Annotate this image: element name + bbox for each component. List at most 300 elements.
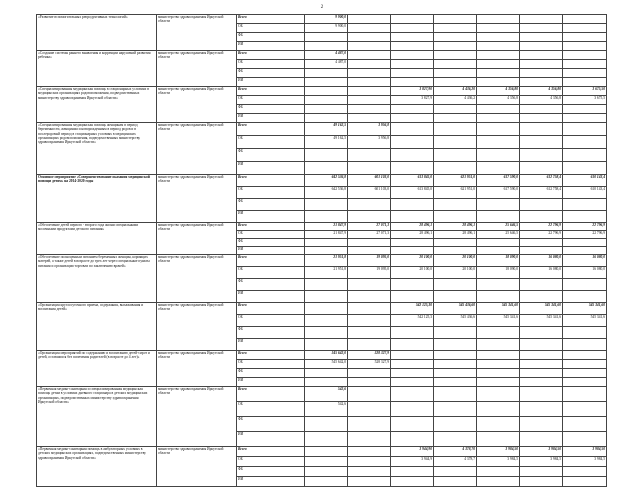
amount-cell bbox=[305, 69, 348, 78]
funding-source-cell: ОБ bbox=[237, 315, 305, 327]
amount-cell bbox=[563, 60, 607, 69]
table-row bbox=[37, 387, 607, 402]
amount-cell bbox=[434, 15, 477, 24]
amount-cell bbox=[520, 339, 563, 351]
amount-cell bbox=[520, 467, 563, 477]
amount-cell bbox=[477, 387, 520, 402]
amount-cell bbox=[348, 315, 391, 327]
funding-source-cell: Всего bbox=[237, 351, 305, 360]
amount-cell: 4 356,8 bbox=[477, 96, 520, 105]
funding-source-cell: ФБ bbox=[237, 149, 305, 162]
amount-cell bbox=[434, 369, 477, 378]
amount-cell bbox=[391, 69, 434, 78]
amount-cell: 621 951,0 bbox=[434, 187, 477, 199]
amount-cell: 4 378,7 bbox=[434, 457, 477, 467]
amount-cell: 613 845,0 bbox=[391, 175, 434, 187]
amount-cell: 545 642,0 bbox=[305, 360, 348, 369]
amount-cell bbox=[477, 78, 520, 87]
amount-cell bbox=[563, 15, 607, 24]
amount-cell bbox=[434, 105, 477, 114]
amount-cell bbox=[348, 51, 391, 60]
funding-source-cell: ИИ bbox=[237, 42, 305, 51]
amount-cell bbox=[348, 467, 391, 477]
amount-cell bbox=[477, 199, 520, 211]
amount-cell bbox=[520, 114, 563, 123]
funding-source-cell: ОБ bbox=[237, 231, 305, 239]
amount-cell: 22 796,9 bbox=[520, 223, 563, 231]
funding-source-cell: ОБ bbox=[237, 402, 305, 417]
amount-cell: 3 944,90 bbox=[391, 447, 434, 457]
amount-cell: 545 436,60 bbox=[434, 303, 477, 315]
funding-source-cell: Всего bbox=[237, 175, 305, 187]
amount-cell bbox=[391, 24, 434, 33]
funding-source-cell: ФБ bbox=[237, 199, 305, 211]
amount-cell: 545 341,6 bbox=[520, 315, 563, 327]
amount-cell bbox=[520, 51, 563, 60]
amount-cell bbox=[348, 279, 391, 291]
amount-cell: 4 487,0 bbox=[305, 51, 348, 60]
amount-cell: 28 496,1 bbox=[434, 231, 477, 239]
amount-cell bbox=[348, 369, 391, 378]
amount-cell bbox=[520, 378, 563, 387]
amount-cell bbox=[348, 211, 391, 223]
amount-cell: 3 827,90 bbox=[391, 87, 434, 96]
amount-cell: 610 143,4 bbox=[563, 175, 607, 187]
amount-cell bbox=[563, 477, 607, 487]
amount-cell bbox=[520, 136, 563, 149]
amount-cell: 4 378,70 bbox=[434, 447, 477, 457]
amount-cell bbox=[391, 378, 434, 387]
amount-cell bbox=[477, 369, 520, 378]
amount-cell: 49 162,5 bbox=[305, 123, 348, 136]
amount-cell bbox=[391, 467, 434, 477]
amount-cell bbox=[563, 279, 607, 291]
amount-cell bbox=[563, 42, 607, 51]
amount-cell bbox=[520, 387, 563, 402]
funding-source-cell: ФБ bbox=[237, 33, 305, 42]
amount-cell bbox=[391, 402, 434, 417]
amount-cell bbox=[520, 291, 563, 303]
amount-cell bbox=[434, 351, 477, 360]
amount-cell bbox=[348, 417, 391, 432]
amount-cell: 545 642,0 bbox=[305, 351, 348, 360]
amount-cell bbox=[477, 360, 520, 369]
amount-cell bbox=[305, 339, 348, 351]
amount-cell bbox=[434, 211, 477, 223]
amount-cell bbox=[563, 136, 607, 149]
table-row bbox=[37, 447, 607, 457]
amount-cell bbox=[348, 402, 391, 417]
amount-cell bbox=[434, 51, 477, 60]
amount-cell: 613 845,0 bbox=[391, 187, 434, 199]
amount-cell bbox=[305, 279, 348, 291]
amount-cell bbox=[434, 60, 477, 69]
executor-cell: министерство здравоохранения Иркутской области bbox=[157, 51, 237, 87]
amount-cell bbox=[563, 239, 607, 247]
amount-cell bbox=[391, 239, 434, 247]
amount-cell bbox=[477, 136, 520, 149]
amount-cell bbox=[434, 136, 477, 149]
amount-cell bbox=[305, 369, 348, 378]
amount-cell: 610 143,4 bbox=[563, 187, 607, 199]
funding-source-cell: Всего bbox=[237, 387, 305, 402]
amount-cell: 601 103,0 bbox=[348, 175, 391, 187]
amount-cell: 545 341,6 bbox=[563, 315, 607, 327]
amount-cell: 3 956,8 bbox=[348, 123, 391, 136]
event-name-cell: «Организация круглосуточного приема, содержания, выхаживания и воспитания детей» bbox=[37, 303, 157, 351]
amount-cell bbox=[520, 78, 563, 87]
amount-cell bbox=[563, 33, 607, 42]
amount-cell: 545 341,60 bbox=[477, 303, 520, 315]
executor-cell: министерство здравоохранения Иркутской области bbox=[157, 87, 237, 123]
amount-cell bbox=[305, 162, 348, 175]
executor-cell: министерство здравоохранения Иркутской области bbox=[157, 351, 237, 387]
amount-cell bbox=[391, 417, 434, 432]
amount-cell bbox=[391, 114, 434, 123]
amount-cell bbox=[434, 199, 477, 211]
amount-cell bbox=[520, 149, 563, 162]
event-name-cell: «Развитие вспомогательных репродуктивных технологий» bbox=[37, 15, 157, 51]
amount-cell: 4 356,80 bbox=[520, 87, 563, 96]
amount-cell bbox=[520, 211, 563, 223]
amount-cell bbox=[434, 467, 477, 477]
amount-cell: 542 125,3 bbox=[391, 315, 434, 327]
amount-cell bbox=[391, 327, 434, 339]
event-name-cell: «Обеспечение детей первого - второго года жизни специальными молочными продуктами детского питания» bbox=[37, 223, 157, 255]
amount-cell: 20 100,0 bbox=[391, 255, 434, 267]
table-row bbox=[37, 51, 607, 60]
amount-cell: 20 100,0 bbox=[434, 267, 477, 279]
amount-cell: 22 796,9 bbox=[563, 231, 607, 239]
amount-cell: 18 090,0 bbox=[477, 267, 520, 279]
amount-cell: 3 984,5 bbox=[477, 457, 520, 467]
amount-cell bbox=[563, 123, 607, 136]
amount-cell: 3 675,50 bbox=[563, 87, 607, 96]
amount-cell bbox=[305, 447, 348, 457]
amount-cell bbox=[477, 339, 520, 351]
amount-cell bbox=[520, 239, 563, 247]
amount-cell bbox=[434, 149, 477, 162]
amount-cell bbox=[391, 136, 434, 149]
amount-cell bbox=[434, 477, 477, 487]
amount-cell bbox=[434, 114, 477, 123]
funding-source-cell: ИИ bbox=[237, 247, 305, 255]
funding-source-cell: ИИ bbox=[237, 291, 305, 303]
amount-cell: 617 590,0 bbox=[477, 175, 520, 187]
amount-cell bbox=[391, 60, 434, 69]
amount-cell bbox=[520, 24, 563, 33]
amount-cell bbox=[477, 24, 520, 33]
amount-cell bbox=[305, 42, 348, 51]
amount-cell bbox=[520, 42, 563, 51]
amount-cell: 20 100,0 bbox=[391, 267, 434, 279]
amount-cell bbox=[391, 15, 434, 24]
amount-cell: 3 827,9 bbox=[391, 96, 434, 105]
amount-cell: 28 496,1 bbox=[434, 223, 477, 231]
amount-cell: 25 646,5 bbox=[477, 223, 520, 231]
amount-cell bbox=[305, 467, 348, 477]
amount-cell: 528 327,9 bbox=[348, 360, 391, 369]
funding-source-cell: ФБ bbox=[237, 279, 305, 291]
amount-cell bbox=[563, 211, 607, 223]
amount-cell bbox=[563, 417, 607, 432]
table-row bbox=[37, 175, 607, 187]
funding-source-cell: ИИ bbox=[237, 211, 305, 223]
funding-source-cell: Всего bbox=[237, 15, 305, 24]
amount-cell bbox=[520, 247, 563, 255]
amount-cell bbox=[477, 69, 520, 78]
amount-cell: 19 095,0 bbox=[348, 255, 391, 267]
amount-cell: 20 100,0 bbox=[434, 255, 477, 267]
amount-cell bbox=[477, 15, 520, 24]
amount-cell: 28 496,1 bbox=[391, 231, 434, 239]
budget-table bbox=[36, 14, 607, 487]
amount-cell: 3 956,8 bbox=[348, 136, 391, 149]
funding-source-cell: ФБ bbox=[237, 239, 305, 247]
funding-source-cell: ИИ bbox=[237, 339, 305, 351]
amount-cell bbox=[348, 447, 391, 457]
amount-cell: 542 125,30 bbox=[391, 303, 434, 315]
amount-cell: 612 758,4 bbox=[520, 187, 563, 199]
table-row bbox=[37, 303, 607, 315]
amount-cell bbox=[305, 291, 348, 303]
amount-cell: 21 847,9 bbox=[305, 231, 348, 239]
amount-cell bbox=[348, 378, 391, 387]
amount-cell bbox=[391, 339, 434, 351]
amount-cell: 19 095,0 bbox=[348, 267, 391, 279]
amount-cell bbox=[348, 15, 391, 24]
amount-cell bbox=[305, 211, 348, 223]
amount-cell bbox=[477, 378, 520, 387]
amount-cell bbox=[391, 78, 434, 87]
amount-cell: 21 847,9 bbox=[305, 223, 348, 231]
amount-cell: 4 356,8 bbox=[520, 96, 563, 105]
amount-cell bbox=[563, 105, 607, 114]
amount-cell: 545 436,6 bbox=[434, 315, 477, 327]
amount-cell bbox=[348, 339, 391, 351]
amount-cell: 16 080,0 bbox=[520, 255, 563, 267]
amount-cell bbox=[477, 211, 520, 223]
executor-cell: министерство здравоохранения Иркутской области bbox=[157, 223, 237, 255]
amount-cell bbox=[563, 369, 607, 378]
amount-cell bbox=[563, 247, 607, 255]
amount-cell bbox=[391, 351, 434, 360]
amount-cell bbox=[563, 51, 607, 60]
amount-cell bbox=[563, 78, 607, 87]
amount-cell bbox=[520, 360, 563, 369]
amount-cell bbox=[520, 432, 563, 447]
amount-cell bbox=[434, 279, 477, 291]
funding-source-cell: Всего bbox=[237, 447, 305, 457]
amount-cell bbox=[520, 162, 563, 175]
amount-cell: 545 341,60 bbox=[520, 303, 563, 315]
amount-cell: 18 090,0 bbox=[477, 255, 520, 267]
amount-cell bbox=[391, 42, 434, 51]
executor-cell: министерство здравоохранения Иркутской области bbox=[157, 447, 237, 487]
amount-cell bbox=[477, 60, 520, 69]
amount-cell: 27 071,3 bbox=[348, 231, 391, 239]
amount-cell bbox=[477, 42, 520, 51]
amount-cell bbox=[391, 199, 434, 211]
funding-source-cell: ОБ bbox=[237, 136, 305, 149]
amount-cell: 642 536,8 bbox=[305, 175, 348, 187]
funding-source-cell: ИИ bbox=[237, 378, 305, 387]
amount-cell bbox=[305, 315, 348, 327]
executor-cell: министерство здравоохранения Иркутской области bbox=[157, 123, 237, 175]
amount-cell bbox=[391, 369, 434, 378]
amount-cell: 3 944,9 bbox=[391, 457, 434, 467]
funding-source-cell: ОБ bbox=[237, 24, 305, 33]
amount-cell bbox=[477, 247, 520, 255]
funding-source-cell: ФБ bbox=[237, 105, 305, 114]
amount-cell bbox=[391, 432, 434, 447]
amount-cell: 621 951,0 bbox=[434, 175, 477, 187]
funding-source-cell: ФБ bbox=[237, 369, 305, 378]
amount-cell: 9 900,0 bbox=[305, 15, 348, 24]
amount-cell bbox=[477, 351, 520, 360]
table-row bbox=[37, 123, 607, 136]
amount-cell bbox=[563, 162, 607, 175]
amount-cell bbox=[305, 327, 348, 339]
amount-cell bbox=[563, 114, 607, 123]
amount-cell bbox=[434, 432, 477, 447]
amount-cell: 4 436,20 bbox=[434, 87, 477, 96]
amount-cell bbox=[348, 105, 391, 114]
executor-cell: министерство здравоохранения Иркутской области bbox=[157, 15, 237, 51]
funding-source-cell: ИИ bbox=[237, 78, 305, 87]
amount-cell: 542,6 bbox=[305, 402, 348, 417]
funding-source-cell: ОБ bbox=[237, 360, 305, 369]
amount-cell bbox=[477, 51, 520, 60]
amount-cell bbox=[477, 105, 520, 114]
amount-cell bbox=[391, 360, 434, 369]
amount-cell bbox=[305, 96, 348, 105]
amount-cell bbox=[434, 378, 477, 387]
amount-cell bbox=[391, 51, 434, 60]
amount-cell: 49 162,5 bbox=[305, 136, 348, 149]
event-name-cell: «Создание системы раннего выявления и коррекции нарушений развития ребенка» bbox=[37, 51, 157, 87]
amount-cell bbox=[391, 387, 434, 402]
amount-cell bbox=[305, 87, 348, 96]
amount-cell bbox=[477, 123, 520, 136]
amount-cell: 16 080,0 bbox=[563, 255, 607, 267]
amount-cell: 3 675,5 bbox=[563, 96, 607, 105]
amount-cell bbox=[477, 467, 520, 477]
amount-cell bbox=[348, 114, 391, 123]
amount-cell bbox=[563, 378, 607, 387]
amount-cell bbox=[305, 78, 348, 87]
amount-cell bbox=[348, 247, 391, 255]
amount-cell bbox=[520, 327, 563, 339]
event-name-cell: «Обеспечение полноценным питанием беременных женщин, кормящих матерей, а также детей в возрасте до трех лет через специальные пункты питания и организации торговли по заключению врачей» bbox=[37, 255, 157, 303]
table-row bbox=[37, 15, 607, 24]
amount-cell bbox=[563, 291, 607, 303]
amount-cell bbox=[520, 402, 563, 417]
amount-cell bbox=[348, 96, 391, 105]
amount-cell bbox=[348, 291, 391, 303]
funding-source-cell: Всего bbox=[237, 255, 305, 267]
amount-cell bbox=[520, 369, 563, 378]
table-row bbox=[37, 223, 607, 231]
amount-cell: 21 951,8 bbox=[305, 255, 348, 267]
event-name-cell: «Первичная медико-санитарная и специализированная медицинская помощь детям в условиях дневного стационара в детских медицинских организациях, подведомственных министерству здравоохранения Иркутской области» bbox=[37, 387, 157, 447]
amount-cell: 3 984,50 bbox=[563, 447, 607, 457]
event-name-cell: Основное мероприятие «Совершенствование оказания медицинской помощи детям» на 2014-2020 годы bbox=[37, 175, 157, 223]
amount-cell bbox=[563, 327, 607, 339]
amount-cell bbox=[348, 432, 391, 447]
amount-cell bbox=[434, 360, 477, 369]
table-row bbox=[37, 87, 607, 96]
amount-cell bbox=[520, 123, 563, 136]
event-name-cell: «Специализированная медицинская помощь в стационарных условиях в медицинских организациях родовспоможения, подведомственных министерству здравоохранения Иркутской области» bbox=[37, 87, 157, 123]
amount-cell bbox=[348, 78, 391, 87]
amount-cell bbox=[305, 33, 348, 42]
amount-cell bbox=[477, 417, 520, 432]
amount-cell bbox=[305, 239, 348, 247]
amount-cell bbox=[434, 78, 477, 87]
amount-cell: 25 646,5 bbox=[477, 231, 520, 239]
amount-cell bbox=[434, 162, 477, 175]
amount-cell bbox=[434, 402, 477, 417]
amount-cell: 3 984,5 bbox=[563, 457, 607, 467]
amount-cell bbox=[391, 211, 434, 223]
amount-cell: 22 796,9 bbox=[563, 223, 607, 231]
funding-source-cell: Всего bbox=[237, 123, 305, 136]
amount-cell bbox=[305, 247, 348, 255]
amount-cell: 21 951,8 bbox=[305, 267, 348, 279]
amount-cell bbox=[520, 60, 563, 69]
amount-cell bbox=[477, 432, 520, 447]
funding-source-cell: ОБ bbox=[237, 457, 305, 467]
amount-cell bbox=[434, 387, 477, 402]
amount-cell bbox=[477, 279, 520, 291]
amount-cell bbox=[434, 291, 477, 303]
executor-cell: министерство здравоохранения Иркутской области bbox=[157, 175, 237, 223]
event-name-cell: «Организация мероприятий по содержанию и воспитанию детей-сирот и детей, оставшихся без попечения родителей (в возрасте до 4 лет)» bbox=[37, 351, 157, 387]
amount-cell: 9 900,0 bbox=[305, 24, 348, 33]
funding-source-cell: Всего bbox=[237, 223, 305, 231]
amount-cell bbox=[520, 477, 563, 487]
amount-cell bbox=[391, 291, 434, 303]
amount-cell bbox=[563, 69, 607, 78]
amount-cell bbox=[305, 149, 348, 162]
amount-cell: 542,6 bbox=[305, 387, 348, 402]
amount-cell bbox=[305, 114, 348, 123]
amount-cell bbox=[563, 149, 607, 162]
amount-cell: 4 356,80 bbox=[477, 87, 520, 96]
amount-cell bbox=[348, 60, 391, 69]
executor-cell: министерство здравоохранения Иркутской области bbox=[157, 255, 237, 303]
funding-source-cell: ИИ bbox=[237, 432, 305, 447]
amount-cell bbox=[563, 360, 607, 369]
amount-cell bbox=[563, 24, 607, 33]
executor-cell: министерство здравоохранения Иркутской области bbox=[157, 303, 237, 351]
event-name-cell: «Специализированная медицинская помощь женщинам в период беременности, женщинам и новорожденным в период родов и в послеродовый период в стационарных условиях в медицинских организациях родовспоможения, подведомственных министерству здравоохранения Иркутской области» bbox=[37, 123, 157, 175]
amount-cell: 3 984,50 bbox=[520, 447, 563, 457]
funding-source-cell: ОБ bbox=[237, 60, 305, 69]
amount-cell bbox=[434, 33, 477, 42]
amount-cell bbox=[348, 387, 391, 402]
funding-source-cell: ФБ bbox=[237, 327, 305, 339]
amount-cell bbox=[434, 339, 477, 351]
amount-cell bbox=[391, 123, 434, 136]
amount-cell: 16 080,0 bbox=[563, 267, 607, 279]
page-number: 2 bbox=[320, 5, 324, 10]
funding-source-cell: ФБ bbox=[237, 69, 305, 78]
amount-cell bbox=[477, 114, 520, 123]
amount-cell bbox=[434, 69, 477, 78]
amount-cell: 545 341,60 bbox=[563, 303, 607, 315]
